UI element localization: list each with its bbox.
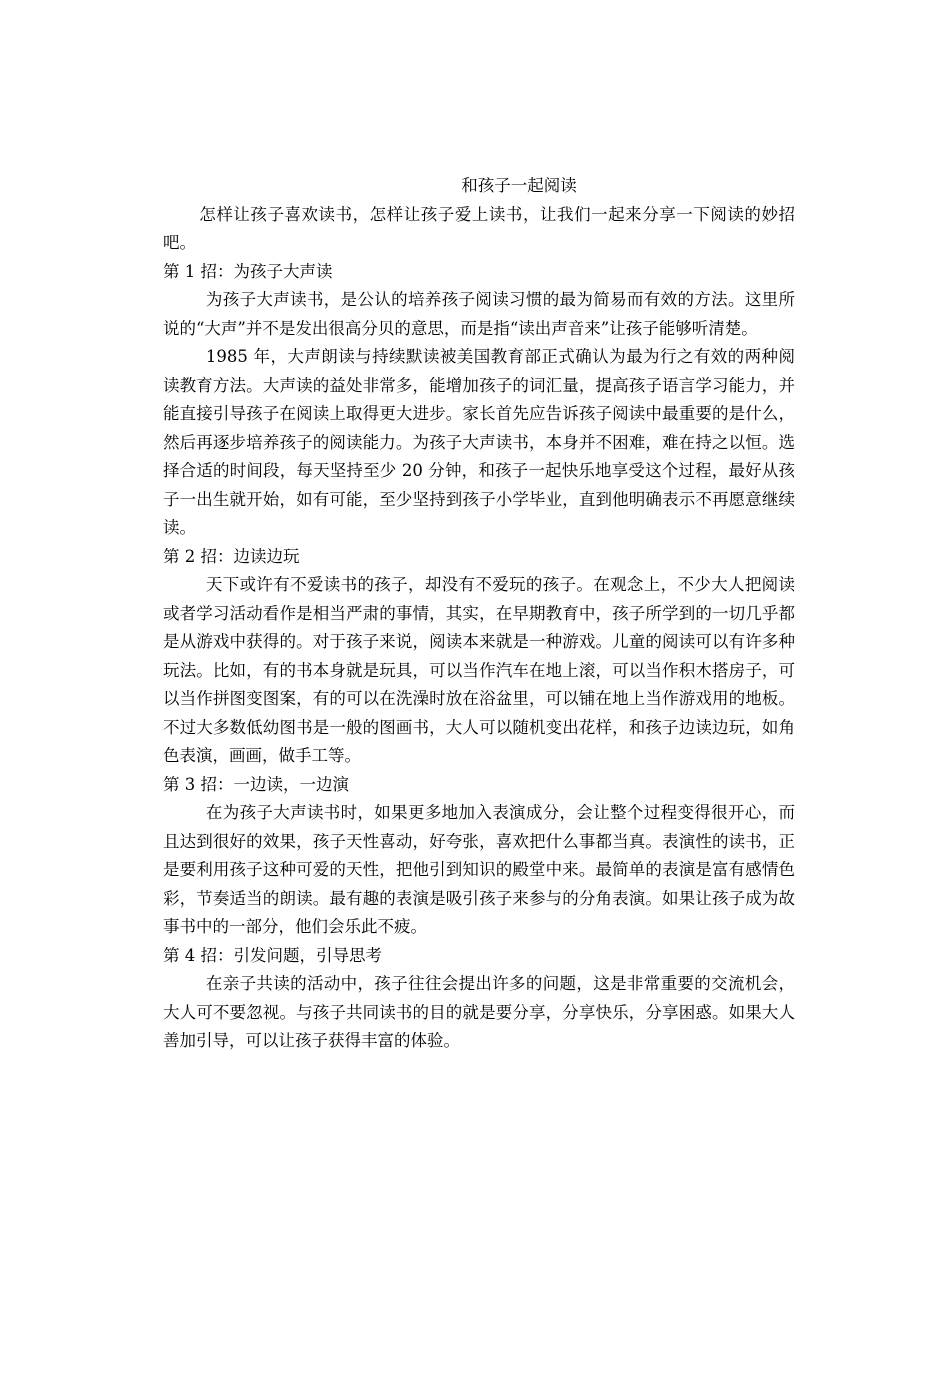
section-heading-2: 第 2 招：边读边玩 xyxy=(163,546,300,566)
section-2-paragraph-1: 天下或许有不爱读书的孩子，却没有不爱玩的孩子。在观念上，不少大人把阅读或者学习活动看作是相当严肃的事情，其实，在早期教育中，孩子所学到的一切几乎都是从游戏中获得的。对于孩子来说，阅读本来就是一种游戏。儿童的阅读可以有许多种玩法。比如，有的书本身就是玩具，可以当作汽车在地上滚，可以当作积木搭房子，可以当作拼图变图案，有的可以在洗澡时放在浴盆里，可以铺在地上当作游戏用的地板。不过大多数低幼图书是一般的图画书，大人可以随机变出花样，和孩子边读边玩，如角色表演，画画，做手工等。 xyxy=(163,575,795,765)
section-1-paragraph-1: 为孩子大声读书，是公认的培养孩子阅读习惯的最为简易而有效的方法。这里所说的“大声”并不是发出很高分贝的意思，而是指“读出声音来”让孩子能够听清楚。 xyxy=(163,290,795,338)
section-4-paragraph-1: 在亲子共读的活动中，孩子往往会提出许多的问题，这是非常重要的交流机会，大人可不要忽视。与孩子共同读书的目的就是要分享，分享快乐，分享困惑。如果大人善加引导，可以让孩子获得丰富的体验。 xyxy=(163,974,795,1050)
section-heading-3: 第 3 招：一边读，一边演 xyxy=(163,774,349,794)
document-page xyxy=(163,172,795,1056)
section-1-paragraph-2: 1985 年，大声朗读与持续默读被美国教育部正式确认为最为行之有效的两种阅读教育方法。大声读的益处非常多，能增加孩子的词汇量，提高孩子语言学习能力，并能直接引导孩子在阅读上取得更大进步。家长首先应告诉孩子阅读中最重要的是什么，然后再逐步培养孩子的阅读能力。为孩子大声读书，本身并不困难，难在持之以恒。选择合适的时间段，每天坚持至少 20 分钟，和孩子一起快乐地享受这个过程，最好从孩子一出生就开始，如有可能，至少坚持到孩子小学毕业，直到他明确表示不再愿意继续读。 xyxy=(163,347,795,537)
section-3-paragraph-1: 在为孩子大声读书时，如果更多地加入表演成分，会让整个过程变得很开心，而且达到很好的效果，孩子天性喜动，好夸张，喜欢把什么事都当真。表演性的读书，正是要利用孩子这种可爱的天性，把他引到知识的殿堂中来。最简单的表演是富有感情色彩，节奏适当的朗读。最有趣的表演是吸引孩子来参与的分角表演。如果让孩子成为故事书中的一部分，他们会乐此不疲。 xyxy=(163,803,795,936)
section-heading-4: 第 4 招：引发问题，引导思考 xyxy=(163,945,382,965)
intro-paragraph: 怎样让孩子喜欢读书，怎样让孩子爱上读书，让我们一起来分享一下阅读的妙招吧。 xyxy=(163,204,795,252)
section-heading-1: 第 1 招：为孩子大声读 xyxy=(163,261,333,281)
document-title: 和孩子一起阅读 xyxy=(461,176,577,195)
